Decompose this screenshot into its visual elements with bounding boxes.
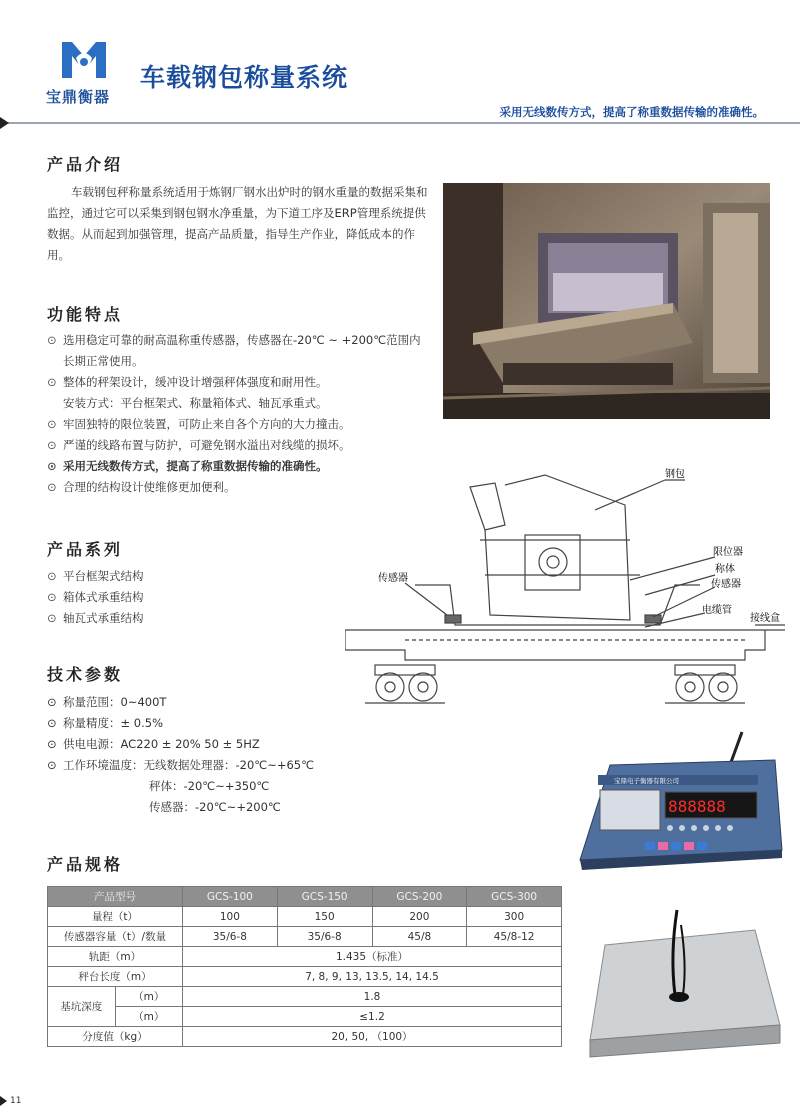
feature-item: ⊙ 牢固独特的限位装置，可防止来自各个方向的大力撞击。 xyxy=(47,414,447,435)
table-cell: 100 xyxy=(183,907,278,927)
params-heading: 技术参数 xyxy=(47,665,124,684)
feature-item: 长期正常使用。 xyxy=(63,354,144,368)
param-accuracy: ⊙ 称量精度：± 0.5% xyxy=(47,713,314,734)
table-cell: 7, 8, 9, 13, 13.5, 14, 14.5 xyxy=(183,967,562,987)
table-cell: GCS-200 xyxy=(372,887,467,907)
bullet-icon: ⊙ xyxy=(47,716,57,730)
spec-table xyxy=(47,886,562,1047)
label-cable: 电缆管 xyxy=(702,605,732,616)
bullet-icon: ⊙ xyxy=(47,417,57,431)
bullet-icon: ⊙ xyxy=(47,438,57,452)
table-cell: 45/8-12 xyxy=(467,927,562,947)
spec-heading: 产品规格 xyxy=(47,855,124,874)
params-list xyxy=(47,692,314,818)
label-sensor-right: 传感器 xyxy=(711,579,741,590)
table-cell: 传感器容量（t）/数量 xyxy=(48,927,183,947)
page-arrow-icon xyxy=(0,1096,7,1106)
bullet-icon: ⊙ xyxy=(47,695,57,709)
feature-item: ⊙ 选用稳定可靠的耐高温称重传感器，传感器在-20℃ ~ +200℃范围内 xyxy=(47,330,447,351)
param-temp-body: 秤体：-20℃~+350℃ xyxy=(149,779,270,793)
table-cell: 35/6-8 xyxy=(277,927,372,947)
table-cell: 量程（t） xyxy=(48,907,183,927)
bullet-icon: ⊙ xyxy=(47,758,57,772)
param-range: ⊙ 称量范围：0~400T xyxy=(47,692,314,713)
arrow-marker-icon xyxy=(0,117,9,129)
bullet-icon: ⊙ xyxy=(47,375,57,389)
table-cell: GCS-100 xyxy=(183,887,278,907)
intro-text: 车载钢包秤称量系统适用于炼钢厂钢水出炉时的钢水重量的数据采集和监控，通过它可以采集到钢包钢水净重量，为下道工序及ERP管理系统提供数据。从而起到加强管理，提高产品质量，指导生产作业，降低成本的作用。 xyxy=(47,185,428,262)
series-item: ⊙ 箱体式承重结构 xyxy=(47,587,447,608)
table-cell: 轨距（m） xyxy=(48,947,183,967)
table-row xyxy=(48,907,562,927)
table-row xyxy=(48,967,562,987)
param-temp: ⊙ 工作环境温度：无线数据处理器：-20℃~+65℃ xyxy=(47,755,314,776)
page-title: 车载钢包称量系统 xyxy=(140,63,349,92)
table-cell: 45/8 xyxy=(372,927,467,947)
table-row xyxy=(48,927,562,947)
feature-item: 安装方式：平台框架式、称量箱体式、轴瓦承重式。 xyxy=(63,396,328,410)
series-item: ⊙ 轴瓦式承重结构 xyxy=(47,608,447,629)
table-cell: 300 xyxy=(467,907,562,927)
bullet-icon: ⊙ xyxy=(47,569,57,583)
param-power: ⊙ 供电电源：AC220 ± 20% 50 ± 5HZ xyxy=(47,734,314,755)
series-item: ⊙ 平台框架式结构 xyxy=(47,566,447,587)
param-temp-sensor: 传感器：-20℃~+200℃ xyxy=(149,800,281,814)
wireless-transmitter-box-image xyxy=(575,905,785,1065)
table-cell: ≤1.2 xyxy=(183,1007,562,1027)
table-row xyxy=(48,1027,562,1047)
table-cell: 分度值（kg） xyxy=(48,1027,183,1047)
table-cell: 秤台长度（m） xyxy=(48,967,183,987)
bullet-icon: ⊙ xyxy=(47,480,57,494)
feature-item: ⊙ 合理的结构设计使维修更加便利。 xyxy=(47,477,447,498)
table-cell: GCS-150 xyxy=(277,887,372,907)
label-sensor-left: 传感器 xyxy=(378,573,408,584)
header-tagline: 采用无线数传方式，提高了称重数据传输的准确性。 xyxy=(499,105,764,119)
bullet-icon: ⊙ xyxy=(47,590,57,604)
header-divider xyxy=(0,122,800,124)
bullet-icon: ⊙ xyxy=(47,737,57,751)
table-row xyxy=(48,987,562,1007)
table-cell: （m） xyxy=(115,1007,183,1027)
steel-ladle-car-photo xyxy=(443,183,770,419)
table-row xyxy=(48,1007,562,1027)
feature-item: ⊙ 采用无线数传方式，提高了称重数据传输的准确性。 xyxy=(47,456,447,477)
table-cell: GCS-300 xyxy=(467,887,562,907)
series-heading: 产品系列 xyxy=(47,540,124,559)
label-body: 称体 xyxy=(715,564,735,575)
table-cell: 150 xyxy=(277,907,372,927)
logo-icon xyxy=(58,38,110,82)
weighing-indicator-image xyxy=(570,730,785,880)
table-cell: 35/6-8 xyxy=(183,927,278,947)
table-cell: 1.8 xyxy=(183,987,562,1007)
logo-text: 宝鼎衡器 xyxy=(46,88,111,106)
series-list xyxy=(47,566,447,629)
indicator-brand: 宝鼎电子衡器有限公司 xyxy=(614,777,679,785)
table-cell: （m） xyxy=(115,987,183,1007)
table-cell: 产品型号 xyxy=(48,887,183,907)
bullet-icon: ⊙ xyxy=(47,459,57,473)
table-row xyxy=(48,887,562,907)
label-limiter: 限位器 xyxy=(713,547,743,558)
feature-item: ⊙ 严谨的线路布置与防护，可避免钢水溢出对线缆的损坏。 xyxy=(47,435,447,456)
table-cell: 200 xyxy=(372,907,467,927)
indicator-display: 888888 xyxy=(668,797,726,816)
page-number: 11 xyxy=(10,1096,22,1106)
bullet-icon: ⊙ xyxy=(47,611,57,625)
label-ladle: 钢包 xyxy=(665,469,685,480)
label-junction: 接线盒 xyxy=(750,613,780,624)
table-cell: 基坑深度 xyxy=(48,987,116,1027)
intro-heading: 产品介绍 xyxy=(47,155,124,174)
table-cell: 1.435（标准） xyxy=(183,947,562,967)
table-cell: 20, 50, （100） xyxy=(183,1027,562,1047)
features-heading: 功能特点 xyxy=(47,305,124,324)
table-row xyxy=(48,947,562,967)
bullet-icon: ⊙ xyxy=(47,333,57,347)
feature-item: ⊙ 整体的秤架设计，缓冲设计增强秤体强度和耐用性。 xyxy=(47,372,447,393)
